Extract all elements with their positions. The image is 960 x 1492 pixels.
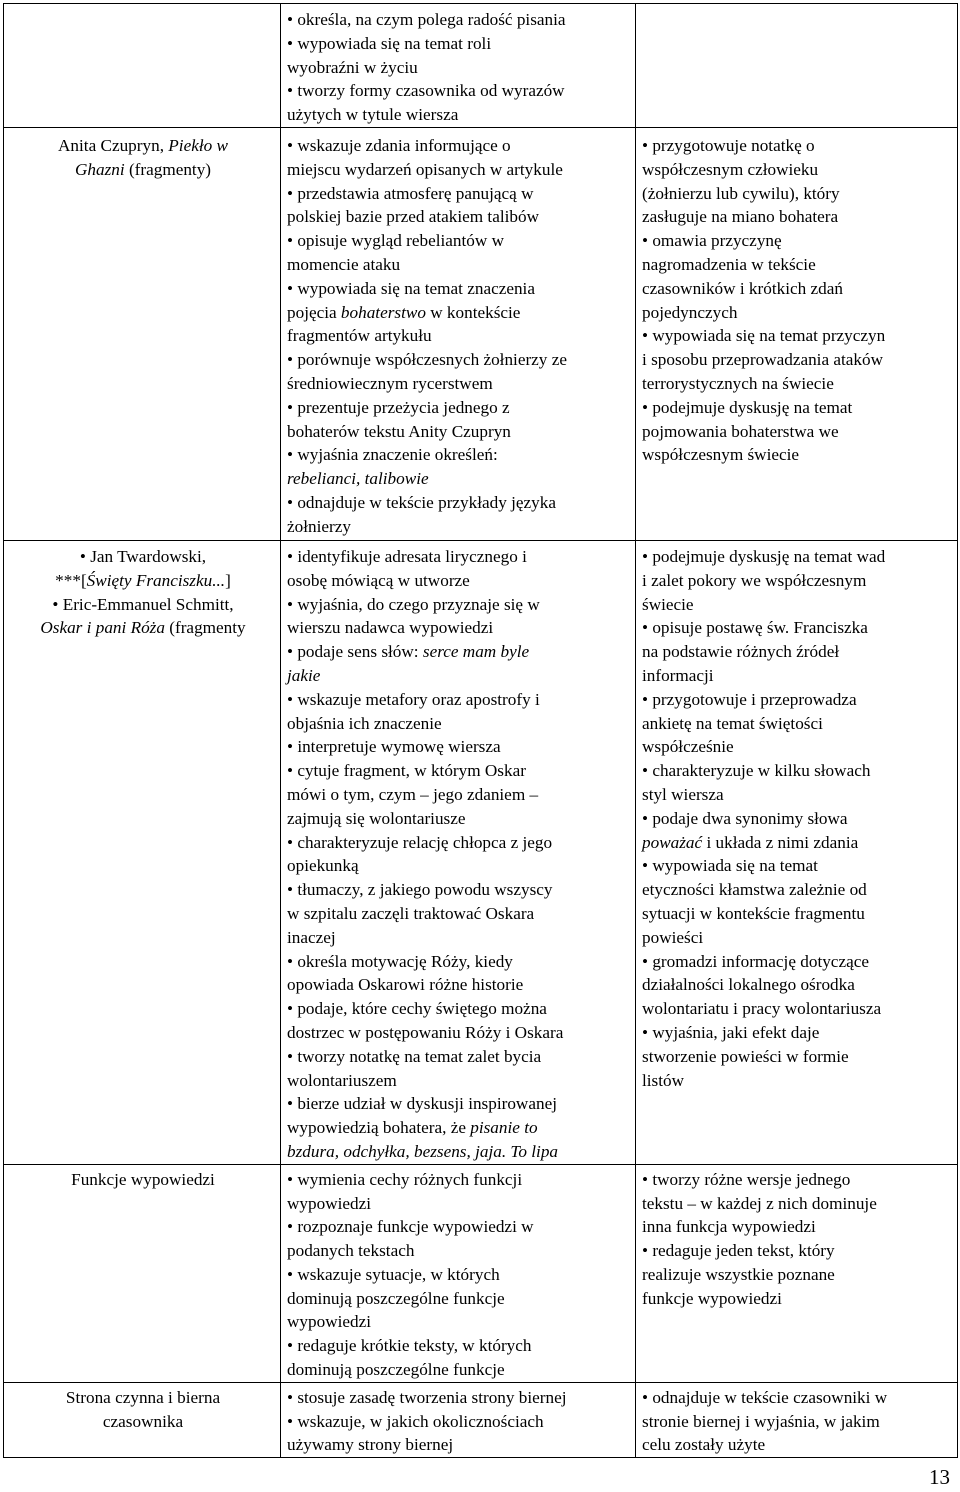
text: • Eric-Emmanuel Schmitt, [52,594,234,614]
requirement-line [642,1239,953,1263]
requirement-line [642,182,953,206]
requirement-line [642,664,953,688]
page-number: 13 [929,1465,950,1489]
text: dostrzec w postępowaniu Róży i Oskara [287,1022,564,1042]
text: żołnierzy [287,516,351,536]
requirement-line [287,1021,631,1045]
text: zajmują się wolontariusze [287,808,466,828]
requirements-basic-cell [281,4,636,128]
italic-text: pisanie to [470,1118,538,1138]
requirement-line [642,348,953,372]
italic-text: poważać [642,832,703,852]
text: pojmowania bohaterstwa we [642,421,839,441]
requirement-line [287,1116,631,1140]
requirement-line [287,515,631,539]
topic-line [10,134,276,158]
requirement-line [642,545,953,569]
requirement-line [287,182,631,206]
requirement-line [287,253,631,277]
text: w szpitalu zaczęli traktować Oskara [287,903,535,923]
requirement-line [287,103,631,127]
text: celu zostały użyte [642,1435,766,1455]
requirement-line [642,712,953,736]
requirement-line [287,831,631,855]
text: • stosuje zasadę tworzenia strony biernej [287,1387,567,1407]
table-row [4,4,958,128]
text: użytych w tytule wiersza [287,105,459,125]
requirement-line [287,79,631,103]
text: • prezentuje przeżycia jednego z [287,397,510,417]
text: listów [642,1070,685,1090]
text: powieści [642,927,704,947]
text: • wskazuje sytuacje, w których [287,1264,500,1284]
requirements-basic-cell [281,1164,636,1382]
table-row [4,540,958,1164]
text: • określa motywację Róży, kiedy [287,951,513,971]
requirement-line [642,420,953,444]
requirement-line [287,205,631,229]
requirement-line [287,8,631,32]
italic-text: bohaterstwo [340,302,426,322]
topic-line [10,158,276,182]
text: inaczej [287,927,336,947]
requirement-line [287,1287,631,1311]
requirement-line [642,807,953,831]
requirement-line [642,854,953,878]
italic-text: Oskar i pani Róża [40,618,165,638]
requirements-basic-cell [281,540,636,1164]
text: • podaje dwa synonimy słowa [642,808,848,828]
text: świecie [642,594,694,614]
requirements-basic-cell [281,127,636,540]
requirement-line [642,134,953,158]
requirement-line [642,443,953,467]
text: • wymienia cechy różnych funkcji [287,1169,523,1189]
requirement-line [287,1092,631,1116]
text: i zalet pokory we współczesnym [642,570,867,590]
italic-text: Ghazni [74,159,125,179]
requirement-line [642,997,953,1021]
requirement-line [642,688,953,712]
text: wolontariuszem [287,1070,397,1090]
text: • gromadzi informację dotyczące [642,951,869,971]
requirement-line [642,396,953,420]
requirement-line [287,783,631,807]
requirements-extended-cell [636,4,958,128]
requirement-line [287,735,631,759]
text: miejscu wydarzeń opisanych w artykule [287,159,563,179]
text: współczesnym świecie [642,445,800,465]
requirement-line [642,1168,953,1192]
text: używamy strony biernej [287,1435,454,1455]
topic-cell [4,1382,281,1457]
table-row [4,1164,958,1382]
requirement-line [287,1239,631,1263]
topic-line [10,1410,276,1434]
text: współczesnym człowieku [642,159,819,179]
requirement-line [287,372,631,396]
text: • wyjaśnia, jaki efekt daje [642,1022,820,1042]
text: stronie biernej i wyjaśnia, w jakim [642,1411,880,1431]
text: wypowiedzi [287,1193,372,1213]
text: • przygotowuje i przeprowadza [642,689,857,709]
requirements-extended-cell [636,1382,958,1457]
text: • cytuje fragment, w którym Oskar [287,761,526,781]
text: • odnajduje w tekście czasowniki w [642,1387,888,1407]
text: ankietę na temat świętości [642,713,823,733]
text: pojęcia [287,302,341,322]
text: styl wiersza [642,784,724,804]
text: • wyjaśnia znaczenie określeń: [287,445,498,465]
requirement-line [642,1433,953,1457]
text: zasługuje na miano bohatera [642,207,839,227]
topic-line [10,616,276,640]
text: podanych tekstach [287,1241,415,1261]
text: realizuje wszystkie poznane [642,1264,835,1284]
requirement-line [287,396,631,420]
text: • podaje, które cechy świętego można [287,999,547,1019]
requirement-line [287,997,631,1021]
italic-text: Święty Franciszku... [86,570,226,590]
italic-text: rebelianci, talibowie [287,469,429,489]
text: Funkcje wypowiedzi [71,1169,215,1189]
text: tekstu – w każdej z nich dominuje [642,1193,877,1213]
text: objaśnia ich znaczenie [287,713,442,733]
text: • wypowiada się na temat roli [287,33,492,53]
requirement-line [642,1386,953,1410]
requirement-line [287,324,631,348]
text: wolontariatu i pracy wolontariusza [642,999,882,1019]
text: • interpretuje wymowę wiersza [287,737,501,757]
requirement-line [287,759,631,783]
requirement-line [642,1045,953,1069]
text: ***[ [55,570,87,590]
text: polskiej bazie przed atakiem talibów [287,207,539,227]
requirement-line [642,973,953,997]
text: • przedstawia atmosferę panującą w [287,183,534,203]
text: • opisuje postawę św. Franciszka [642,618,868,638]
requirement-line [287,1358,631,1382]
requirement-line [287,593,631,617]
requirement-line [642,926,953,950]
requirement-line [642,735,953,759]
requirement-line [287,902,631,926]
text: (żołnierzu lub cywilu), który [642,183,840,203]
requirement-line [287,545,631,569]
text: • podejmuje dyskusję na temat [642,397,853,417]
text: i sposobu przeprowadzania ataków [642,350,884,370]
text: • wypowiada się na temat znaczenia [287,278,535,298]
requirement-line [642,878,953,902]
text: • charakteryzuje relację chłopca z jego [287,832,553,852]
requirement-line [287,664,631,688]
requirement-line [287,1386,631,1410]
requirement-line [287,950,631,974]
text: wierszu nadawca wypowiedzi [287,618,494,638]
requirement-line [287,1334,631,1358]
requirement-line [642,372,953,396]
requirement-line [287,348,631,372]
text: • wskazuje metafory oraz apostrofy i [287,689,540,709]
text: • podaje sens słów: [287,642,423,662]
requirements-extended-cell [636,127,958,540]
italic-text: serce mam byle [422,642,530,662]
requirement-line [642,1287,953,1311]
text: mówi o tym, czym – jego zdaniem – [287,784,539,804]
requirement-line [642,1069,953,1093]
requirement-line [642,158,953,182]
requirement-line [287,277,631,301]
requirement-line [287,32,631,56]
requirement-line [287,878,631,902]
requirement-line [287,1069,631,1093]
text: sytuacji w kontekście fragmentu [642,903,865,923]
requirement-line [287,158,631,182]
requirement-line [287,443,631,467]
text: średniowiecznym rycerstwem [287,373,493,393]
text: czasownika [102,1411,184,1431]
text: pojedynczych [642,302,738,322]
requirement-line [642,783,953,807]
topic-line [10,569,276,593]
topic-cell [4,1164,281,1382]
requirement-line [287,491,631,515]
curriculum-table [3,3,958,1458]
requirement-line [642,277,953,301]
text: dominują poszczególne funkcje [287,1288,505,1308]
requirement-line [287,712,631,736]
text: opiekunką [287,856,359,876]
requirements-extended-cell [636,540,958,1164]
requirement-line [287,1192,631,1216]
text: ] [225,570,231,590]
italic-text: Piekło w [168,135,228,155]
topic-line [10,545,276,569]
italic-text: bzdura, odchyłka, bezsens, jaja. To lipa [287,1141,559,1161]
requirement-line [287,56,631,80]
text: • redaguje jeden tekst, który [642,1241,835,1261]
text: momencie ataku [287,254,401,274]
text: • Jan Twardowski, [79,546,207,566]
requirement-line [642,616,953,640]
text: informacji [642,665,714,685]
text: i układa z nimi zdania [702,832,859,852]
requirement-line [287,1310,631,1334]
requirement-line [287,1045,631,1069]
table-row [4,127,958,540]
topic-line [10,1386,276,1410]
text: • redaguje krótkie teksty, w których [287,1336,532,1356]
text: Anita Czupryn, [58,135,169,155]
requirement-line [287,1140,631,1164]
requirement-line [642,1263,953,1287]
text: funkcje wypowiedzi [642,1288,782,1308]
requirement-line [642,831,953,855]
text: • opisuje wygląd rebeliantów w [287,231,504,251]
requirement-line [642,1215,953,1239]
text: wypowiedzi [287,1312,372,1332]
topic-cell [4,127,281,540]
text: terrorystycznych na świecie [642,373,834,393]
text: • identyfikuje adresata lirycznego i [287,546,527,566]
requirement-line [642,253,953,277]
text: • odnajduje w tekście przykłady języka [287,492,556,512]
text: • tłumaczy, z jakiego powodu wszyscy [287,880,553,900]
text: • wypowiada się na temat [642,856,818,876]
text: dominują poszczególne funkcje [287,1360,505,1380]
requirement-line [287,854,631,878]
table-row [4,1382,958,1457]
text: wypowiedzią bohatera, że [287,1118,471,1138]
topic-cell [4,4,281,128]
topic-line [10,593,276,617]
text: inna funkcja wypowiedzi [642,1217,816,1237]
requirement-line [287,1215,631,1239]
requirement-line [287,229,631,253]
text: • przygotowuje notatkę o [642,135,815,155]
text: • wskazuje zdania informujące o [287,135,511,155]
requirement-line [287,1410,631,1434]
requirement-line [642,205,953,229]
text: bohaterów tekstu Anity Czupryn [287,421,511,441]
requirement-line [642,950,953,974]
requirement-line [642,640,953,664]
requirement-line [642,569,953,593]
requirement-line [287,640,631,664]
text: nagromadzenia w tekście [642,254,816,274]
topic-line [10,1168,276,1192]
text: • określa, na czym polega radość pisania [287,10,566,29]
requirement-line [287,1433,631,1457]
requirement-line [642,1410,953,1434]
requirement-line [642,902,953,926]
text: • bierze udział w dyskusji inspirowanej [287,1094,557,1114]
requirement-line [287,420,631,444]
text: • wskazuje, w jakich okolicznościach [287,1411,544,1431]
requirement-line [287,134,631,158]
requirement-line [642,229,953,253]
requirement-line [287,301,631,325]
text: (fragmenty [164,618,246,638]
text: • charakteryzuje w kilku słowach [642,761,871,781]
text: • podejmuje dyskusję na temat wad [642,546,886,566]
requirements-basic-cell [281,1382,636,1457]
requirement-line [642,593,953,617]
text: • omawia przyczynę [642,231,782,251]
requirement-line [642,1021,953,1045]
requirements-extended-cell [636,1164,958,1382]
text: • tworzy różne wersje jednego [642,1169,851,1189]
text: Strona czynna i bierna [65,1387,221,1407]
requirement-line [287,467,631,491]
text: stworzenie powieści w formie [642,1046,849,1066]
requirement-line [287,973,631,997]
text: fragmentów artykułu [287,326,432,346]
italic-text: jakie [287,665,321,685]
text: w kontekście [425,302,521,322]
text: • tworzy notatkę na temat zalet bycia [287,1046,542,1066]
requirement-line [642,324,953,348]
requirement-line [287,1168,631,1192]
requirement-line [287,616,631,640]
requirement-line [642,1192,953,1216]
requirement-line [287,807,631,831]
text: etyczności kłamstwa zależnie od [642,880,867,900]
text: • porównuje współczesnych żołnierzy ze [287,350,567,370]
text: • rozpoznaje funkcje wypowiedzi w [287,1217,534,1237]
text: działalności lokalnego ośrodka [642,975,855,995]
text: wyobraźni w życiu [287,57,418,77]
text: współcześnie [642,737,734,757]
text: (fragmenty) [124,159,212,179]
text: czasowników i krótkich zdań [642,278,843,298]
text: • wypowiada się na temat przyczyn [642,326,886,346]
topic-cell [4,540,281,1164]
text: na podstawie różnych źródeł [642,642,840,662]
requirement-line [642,301,953,325]
requirement-line [642,759,953,783]
requirement-line [287,926,631,950]
text: • tworzy formy czasownika od wyrazów [287,81,565,101]
requirement-line [287,569,631,593]
text: osobę mówiącą w utworze [287,570,470,590]
requirement-line [287,1263,631,1287]
text: opowiada Oskarowi różne historie [287,975,524,995]
requirement-line [287,688,631,712]
text: • wyjaśnia, do czego przyznaje się w [287,594,540,614]
